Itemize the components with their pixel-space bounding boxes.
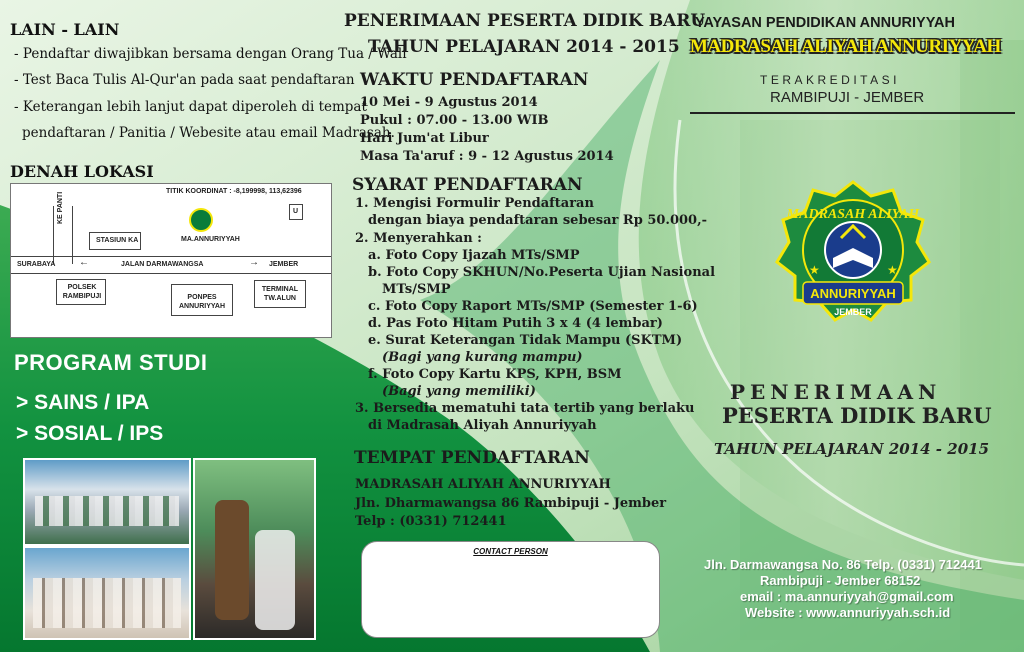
syarat-line: f. Foto Copy Kartu KPS, KPH, BSM <box>368 367 622 382</box>
lain-lain-title: LAIN - LAIN <box>10 20 120 39</box>
map-ma: MA.ANNURIYYAH <box>181 236 240 243</box>
map-jalan: JALAN DARMAWANGSA <box>121 261 204 268</box>
address-line: Rambipuji - Jember 68152 <box>760 573 921 588</box>
seal-bottom-text: ANNURIYYAH <box>810 286 896 301</box>
terakreditasi: TERAKREDITASI <box>760 73 900 87</box>
header-line2: TAHUN PELAJARAN 2014 - 2015 <box>368 37 680 57</box>
tempat-title: TEMPAT PENDAFTARAN <box>354 448 590 468</box>
map-polsek: POLSEK RAMBIPUJI <box>62 284 102 300</box>
lain-line: - Test Baca Tulis Al-Qur'an pada saat pendaftaran <box>14 72 355 88</box>
photo-students-1 <box>23 458 191 546</box>
left-arrow-icon: ← <box>79 257 89 268</box>
lain-line: - Pendaftar diwajibkan bersama dengan Orang Tua / Wali <box>14 46 407 62</box>
waktu-line: Masa Ta'aruf : 9 - 12 Agustus 2014 <box>360 149 614 164</box>
map-polsek-box <box>56 279 106 305</box>
north-arrow-icon <box>289 204 303 220</box>
location-label: RAMBIPUJI - JEMBER <box>770 89 925 106</box>
tempat-line: Jln. Dharmawangsa 86 Rambipuji - Jember <box>355 496 667 511</box>
waktu-line: Hari Jum'at Libur <box>360 131 489 146</box>
map-koordinat: TITIK KOORDINAT : -8,199998, 113,62396 <box>166 188 302 195</box>
lain-line: pendaftaran / Panitia / Webesite atau email Madrasah. <box>22 125 395 141</box>
syarat-line: 3. Bersedia mematuhi tata tertib yang berlaku <box>355 401 695 416</box>
syarat-line: c. Foto Copy Raport MTs/SMP (Semester 1-6) <box>368 299 698 314</box>
contact-person-label: CONTACT PERSON <box>473 547 548 556</box>
email-line[interactable]: email : ma.annuriyyah@gmail.com <box>740 589 954 604</box>
program-title: PROGRAM STUDI <box>14 350 208 375</box>
yayasan-title: YAYASAN PENDIDIKAN ANNURIYYAH <box>695 15 955 31</box>
seal-top-text: MADRASAH ALIYAH <box>786 207 920 222</box>
star-icon: ★ <box>887 263 898 277</box>
syarat-line: di Madrasah Aliyah Annuriyyah <box>368 418 597 433</box>
location-map <box>10 183 332 338</box>
syarat-line: e. Surat Keterangan Tidak Mampu (SKTM) <box>368 333 683 348</box>
photo-students-2 <box>23 546 191 640</box>
waktu-title: WAKTU PENDAFTARAN <box>360 70 589 90</box>
star-icon: ★ <box>809 263 820 277</box>
syarat-line: 2. Menyerahkan : <box>355 231 482 246</box>
map-jember: JEMBER <box>269 261 299 268</box>
lain-line: - Keterangan lebih lanjut dapat diperoleh di tempat <box>14 99 367 115</box>
madrasah-title: MADRASAH ALIYAH ANNURIYYAH <box>690 36 1001 57</box>
syarat-line: 1. Mengisi Formulir Pendaftaran <box>355 196 594 211</box>
tempat-line: MADRASAH ALIYAH ANNURIYYAH <box>355 477 611 492</box>
map-stasiun-box <box>89 232 141 250</box>
seal-city-text: JEMBER <box>834 307 872 317</box>
divider <box>690 112 1015 114</box>
syarat-line: MTs/SMP <box>382 282 451 297</box>
denah-title: DENAH LOKASI <box>10 162 154 181</box>
syarat-line: d. Pas Foto Hitam Putih 3 x 4 (4 lembar) <box>368 316 663 331</box>
map-terminal-box <box>254 280 306 308</box>
map-north: U <box>293 208 299 215</box>
madrasah-seal-icon <box>775 178 931 324</box>
syarat-line: (Bagi yang memiliki) <box>382 384 536 399</box>
waktu-line: Pukul : 07.00 - 13.00 WIB <box>360 113 549 128</box>
right-arrow-icon: → <box>249 257 259 268</box>
program-item: > SOSIAL / IPS <box>16 422 164 445</box>
syarat-title: SYARAT PENDAFTARAN <box>352 175 583 195</box>
photo-ceremony <box>193 458 316 640</box>
penerimaan-title: PENERIMAAN <box>730 380 942 404</box>
syarat-line: (Bagi yang kurang mampu) <box>382 350 583 365</box>
syarat-line: dengan biaya pendaftaran sebesar Rp 50.000,- <box>368 213 708 228</box>
map-stasiun: STASIUN KA <box>96 237 139 244</box>
waktu-line: 10 Mei - 9 Agustus 2014 <box>360 95 538 110</box>
contact-person-box <box>361 541 660 638</box>
website-line[interactable]: Website : www.annuriyyah.sch.id <box>745 605 951 620</box>
tahun-subtitle: TAHUN PELAJARAN 2014 - 2015 <box>714 440 990 458</box>
map-ponpes: PONPES ANNURIYYAH <box>178 294 226 310</box>
syarat-line: a. Foto Copy Ijazah MTs/SMP <box>368 248 580 263</box>
program-item: > SAINS / IPA <box>16 391 150 414</box>
map-ke-panti: KE PANTI <box>57 191 64 224</box>
tempat-line: Telp : (0331) 712441 <box>355 514 507 529</box>
peserta-title: PESERTA DIDIK BARU <box>722 403 992 428</box>
map-surabaya: SURABAYA <box>17 261 56 268</box>
syarat-line: b. Foto Copy SKHUN/No.Peserta Ujian Nasional <box>368 265 716 280</box>
map-ponpes-box <box>171 284 233 316</box>
address-line: Jln. Darmawangsa No. 86 Telp. (0331) 712441 <box>704 557 982 572</box>
map-terminal: TERMINAL TW.ALUN <box>261 286 299 302</box>
ma-logo-icon <box>189 208 213 232</box>
header-line1: PENERIMAAN PESERTA DIDIK BARU <box>344 11 706 31</box>
